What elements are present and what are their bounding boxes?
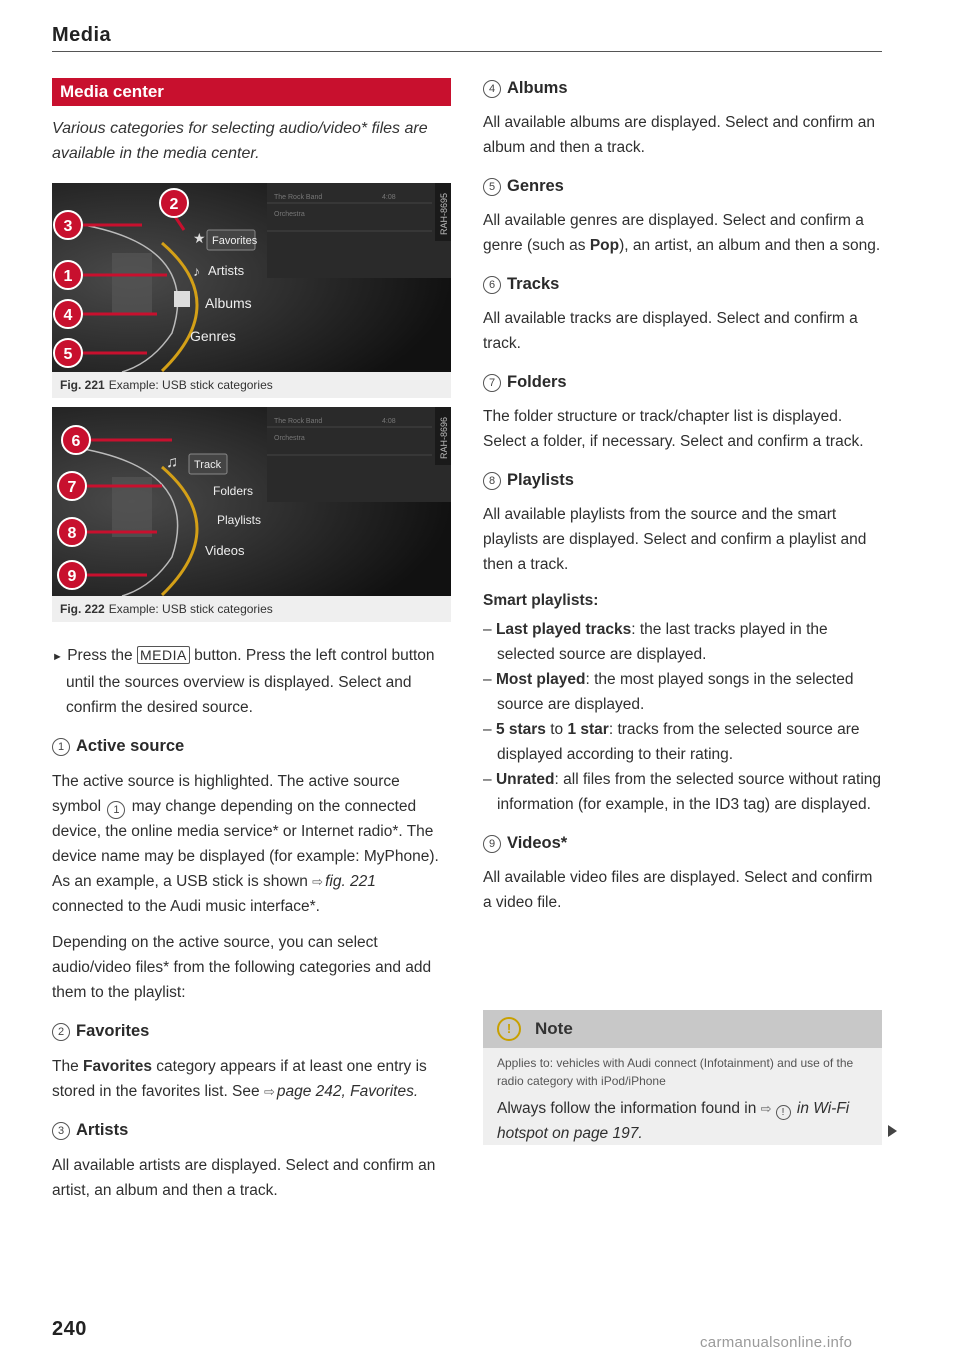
instruction-step: ► Press the MEDIA button. Press the left control button until the sources overview is displayed. Select and confirm the desired source. [52,647,435,716]
figure-222 [52,407,451,596]
active-source-text: The active source is highlighted. The active source symbol 1 may change depending on the connected device, the online media service* or Internet radio*. The device name may be displayed (for example: MyPhone). As an example, a USB stick is shown ⇨ fig. 221 connected to the Audi music interface*. [52,773,439,915]
wifi-hotspot-link: in Wi-Fi hotspot on page 197. [497,1100,850,1142]
callout-7 [58,472,86,500]
note-text: Always follow the information found in ⇨ ! in Wi-Fi hotspot on page 197. [497,1100,850,1142]
label-track: Track [194,459,222,471]
genres-text: All available genres are displayed. Select and confirm a genre (such as Pop), an artist, an album and then a song. [483,212,881,254]
intro-text: Various categories for selecting audio/video* files are available in the media center. [52,120,428,162]
artist-icon: ♪ [193,263,200,279]
depending-text: Depending on the active source, you can select audio/video files* from the following categories and add them to the playlist: [52,934,432,1001]
list-item: – Most played: the most played songs in the selected source are displayed. [483,671,854,713]
right-column [483,76,882,915]
figure-222-caption: Fig. 222 Example: USB stick categories [52,596,451,622]
heading-playlists: 8 Playlists [483,468,882,493]
figure-code: RAH-8696 [439,416,449,459]
screen-row-2: Orchestra [274,211,305,218]
note-title: Note [535,1019,573,1038]
heading-albums: 4 Albums [483,76,882,101]
list-item: – 5 stars to 1 star: tracks from the selected source are displayed according to their rating. [483,721,860,763]
label-genres: Genres [190,328,236,344]
star-icon: ★ [193,230,206,246]
heading-artists: 3 Artists [52,1118,451,1143]
callout-2 [160,189,188,217]
callout-5 [54,339,82,367]
list-item: – Last played tracks: the last tracks played in the selected source are displayed. [483,621,828,663]
label-playlists: Playlists [217,513,262,527]
continue-arrow-icon [888,1125,897,1137]
note-icon: ♫ [166,454,178,471]
heading-videos: 9 Videos* [483,831,882,856]
playlists-text: All available playlists from the source and the smart playlists are displayed. Select and confirm a playlist and then a track. [483,506,867,573]
screen-row-1: The Rock Band [274,194,323,201]
exclamation-icon: ! [497,1017,521,1041]
left-column [52,643,451,1203]
smart-playlists-list [483,617,882,817]
callout-6 [62,426,90,454]
fig-221-link: fig. 221 [325,873,376,890]
heading-active-source: 1 Active source [52,734,451,759]
label-folders: Folders [213,484,254,498]
screen-row-2: Orchestra [274,435,305,442]
list-item: – Unrated: all files from the selected source without rating information (for example, in the ID3 tag) are displayed. [483,771,882,813]
albums-text: All available albums are displayed. Select and confirm an album and then a track. [483,114,876,156]
heading-tracks: 6 Tracks [483,272,882,297]
svg-text:2: 2 [169,196,179,213]
label-videos: Videos [205,543,245,558]
label-artists: Artists [208,263,245,278]
tracks-text: All available tracks are displayed. Select and confirm a track. [483,310,858,352]
media-key: MEDIA [137,646,190,664]
callout-1 [54,261,82,289]
heading-folders: 7 Folders [483,370,882,395]
figure-221 [52,183,451,372]
watermark: carmanualsonline.info [700,1334,853,1351]
label-albums: Albums [205,295,252,311]
page-number: 240 [52,1318,87,1340]
svg-text:3: 3 [63,218,73,235]
artists-text: All available artists are displayed. Select and confirm an artist, an album and then a track. [52,1157,436,1199]
section-title: Media [52,24,112,46]
note-header [483,1010,882,1048]
videos-text: All available video files are displayed. Select and confirm a video file. [483,869,873,911]
callout-8 [58,518,86,546]
figure-code: RAH-8695 [439,192,449,235]
screen-row-1: The Rock Band [274,418,323,425]
media-center-banner: Media center [52,78,451,106]
heading-favorites: 2 Favorites [52,1019,451,1044]
svg-text:9: 9 [67,568,77,585]
svg-text:8: 8 [67,525,77,542]
header-rule [52,51,882,52]
svg-text:4: 4 [63,307,73,324]
figure-222-illustration [52,407,451,596]
callout-9 [58,561,86,589]
favorites-text: The Favorites category appears if at least one entry is stored in the favorites list. See ⇨ page 242, Favorites. [52,1058,427,1100]
folders-text: The folder structure or track/chapter list is displayed. Select a folder, if necessary. Select and confirm a track. [483,408,864,450]
svg-text:5: 5 [63,346,73,363]
callout-4 [54,300,82,328]
note-applies: Applies to: vehicles with Audi connect (Infotainment) and use of the radio category with iPod/iPhone [497,1056,854,1088]
heading-genres: 5 Genres [483,174,882,199]
svg-text:1: 1 [63,268,73,285]
svg-text:6: 6 [71,433,81,450]
screen-row-time: 4:08 [382,194,396,201]
exclamation-icon: ! [776,1105,791,1120]
label-favorites: Favorites [212,235,258,247]
figure-221-caption: Fig. 221 Example: USB stick categories [52,372,451,398]
screen-row-time: 4:08 [382,418,396,425]
smart-playlists-heading: Smart playlists: [483,592,599,609]
album-icon [174,291,190,307]
callout-3 [54,211,82,239]
note-box [483,1010,882,1145]
page-242-link: page 242, Favorites. [276,1083,419,1100]
figure-221-illustration [52,183,451,372]
svg-text:7: 7 [67,479,77,496]
